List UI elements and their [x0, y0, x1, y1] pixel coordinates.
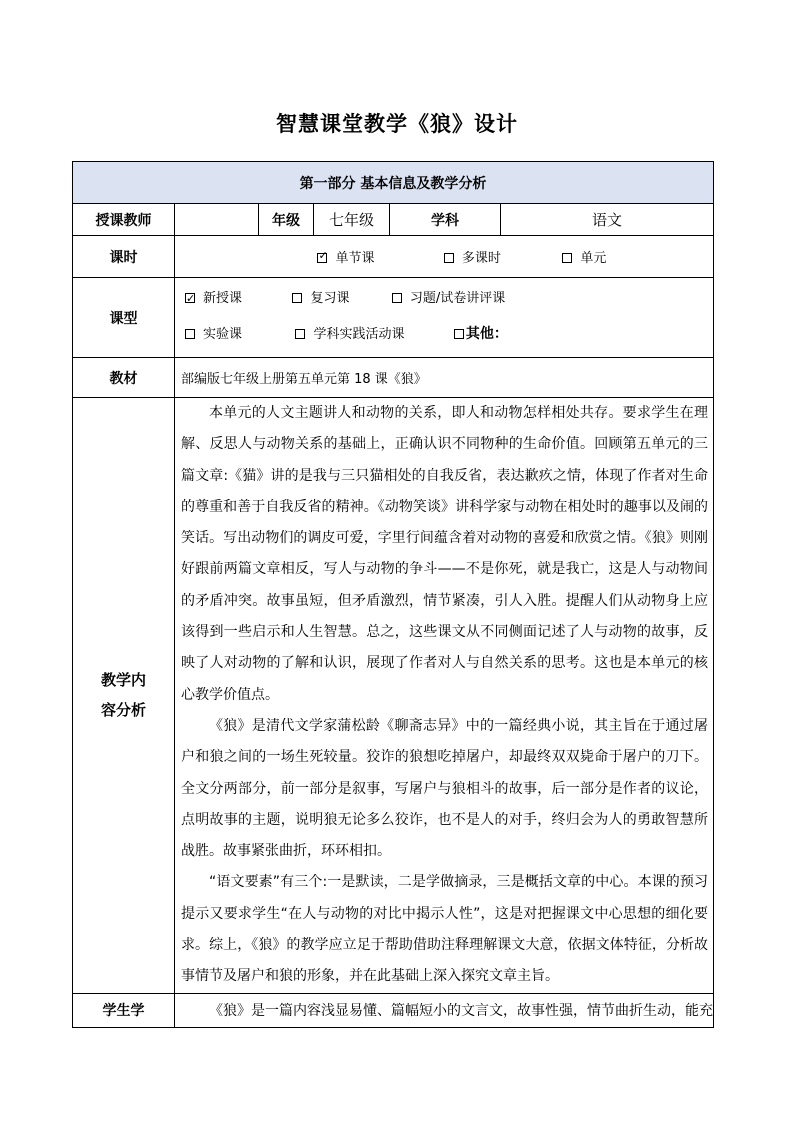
checkbox-checked-icon[interactable]: [185, 293, 195, 303]
content-analysis-body: [175, 398, 714, 994]
checkbox-icon[interactable]: [444, 253, 454, 263]
option-single-lesson[interactable]: ✓ 单节课: [317, 247, 439, 266]
checkbox-icon[interactable]: [292, 293, 302, 303]
option-practice-activity[interactable]: 学科实践活动课: [295, 325, 449, 345]
checkbox-icon[interactable]: [392, 293, 402, 303]
section-heading: 第一部分 基本信息及教学分析: [73, 162, 714, 204]
lesson-type-options: [175, 278, 714, 358]
class-hours-options: [175, 236, 714, 278]
checkbox-icon[interactable]: [295, 329, 305, 339]
content-analysis-label: 教学内 容分析: [73, 398, 175, 994]
lesson-info-table: [72, 161, 714, 1028]
checkbox-icon[interactable]: [185, 329, 195, 339]
option-review-lesson[interactable]: 复习课: [292, 289, 387, 309]
analysis-paragraph: “语文要素”有三个:一是默读，二是学做摘录，三是概括文章的中心。本课的预习提示又要求学生“在人与动物的对比中揭示人性”，这是对把握课文中心思想的细化要求。综上，《狼》的教学应立足于帮助借助注释理解课文大意，依据文体特征，分析故事情节及屠户和狼的形象，并在此基础上深入探究文章主旨。: [181, 874, 708, 985]
option-other[interactable]: 其他：: [454, 324, 508, 345]
class-hours-label: 课时: [73, 236, 175, 278]
grade-label: 年级: [259, 204, 314, 236]
checkbox-checked-icon[interactable]: [317, 253, 327, 263]
option-exercise-review[interactable]: 习题/试卷讲评课: [392, 289, 505, 309]
student-analysis-text: 《狼》是一篇内容浅显易懂、篇幅短小的文言文，故事性强，情节曲折生动，能充: [175, 993, 714, 1027]
teacher-value: [175, 204, 259, 236]
analysis-paragraph: 《狼》是清代文学家蒲松龄《聊斋志异》中的一篇经典小说，其主旨在于通过屠户和狼之间的一场生死较量。狡诈的狼想吃掉屠户，却最终双双毙命于屠户的刀下。全文分两部分，前一部分是叙事，写屠户与狼相斗的故事，后一部分是作者的议论，点明故事的主题，说明狼无论多么狡诈，也不是人的对手，终归会为人的勇敢智慧所战胜。故事紧张曲折，环环相扣。: [181, 717, 708, 860]
grade-value: 七年级: [314, 204, 390, 236]
student-analysis-label: 学生学: [73, 993, 175, 1027]
textbook-label: 教材: [73, 358, 175, 398]
subject-label: 学科: [390, 204, 501, 236]
option-new-lesson[interactable]: ✓新授课: [185, 289, 288, 309]
option-multi-lesson[interactable]: 多课时: [444, 247, 558, 266]
checkbox-icon[interactable]: [454, 329, 464, 339]
option-experiment[interactable]: 实验课: [185, 325, 291, 345]
option-unit[interactable]: 单元: [562, 247, 606, 266]
document-title: 智慧课堂教学《狼》设计: [276, 112, 518, 136]
checkbox-icon[interactable]: [562, 253, 572, 263]
teacher-label: 授课教师: [73, 204, 175, 236]
lesson-type-label: 课型: [73, 278, 175, 358]
subject-value: 语文: [501, 204, 714, 236]
textbook-value: 部编版七年级上册第五单元第 18 课《狼》: [175, 358, 714, 398]
analysis-paragraph: 本单元的人文主题讲人和动物的关系，即人和动物怎样相处共存。要求学生在理解、反思人与动物关系的基础上，正确认识不同物种的生命价值。回顾第五单元的三篇文章:《猫》讲的是我与三只猫相处的自我反省，表达歉疚之情，体现了作者对生命的尊重和善于自我反省的精神。《动物笑谈》讲科学家与动物在相处时的趣事以及闹的笑话。写出动物们的调皮可爱，字里行间蕴含着对动物的喜爱和欣赏之情。《狼》则刚好跟前两篇文章相反，写人与动物的争斗——不是你死，就是我亡，这是人与动物间的矛盾冲突。故事虽短，但矛盾激烈，情节紧凑，引人入胜。提醒人们从动物身上应该得到一些启示和人生智慧。总之，这些课文从不同侧面记述了人与动物的故事，反映了人对动物的了解和认识，展现了作者对人与自然关系的思考。这也是本单元的核心教学价值点。: [181, 405, 708, 703]
